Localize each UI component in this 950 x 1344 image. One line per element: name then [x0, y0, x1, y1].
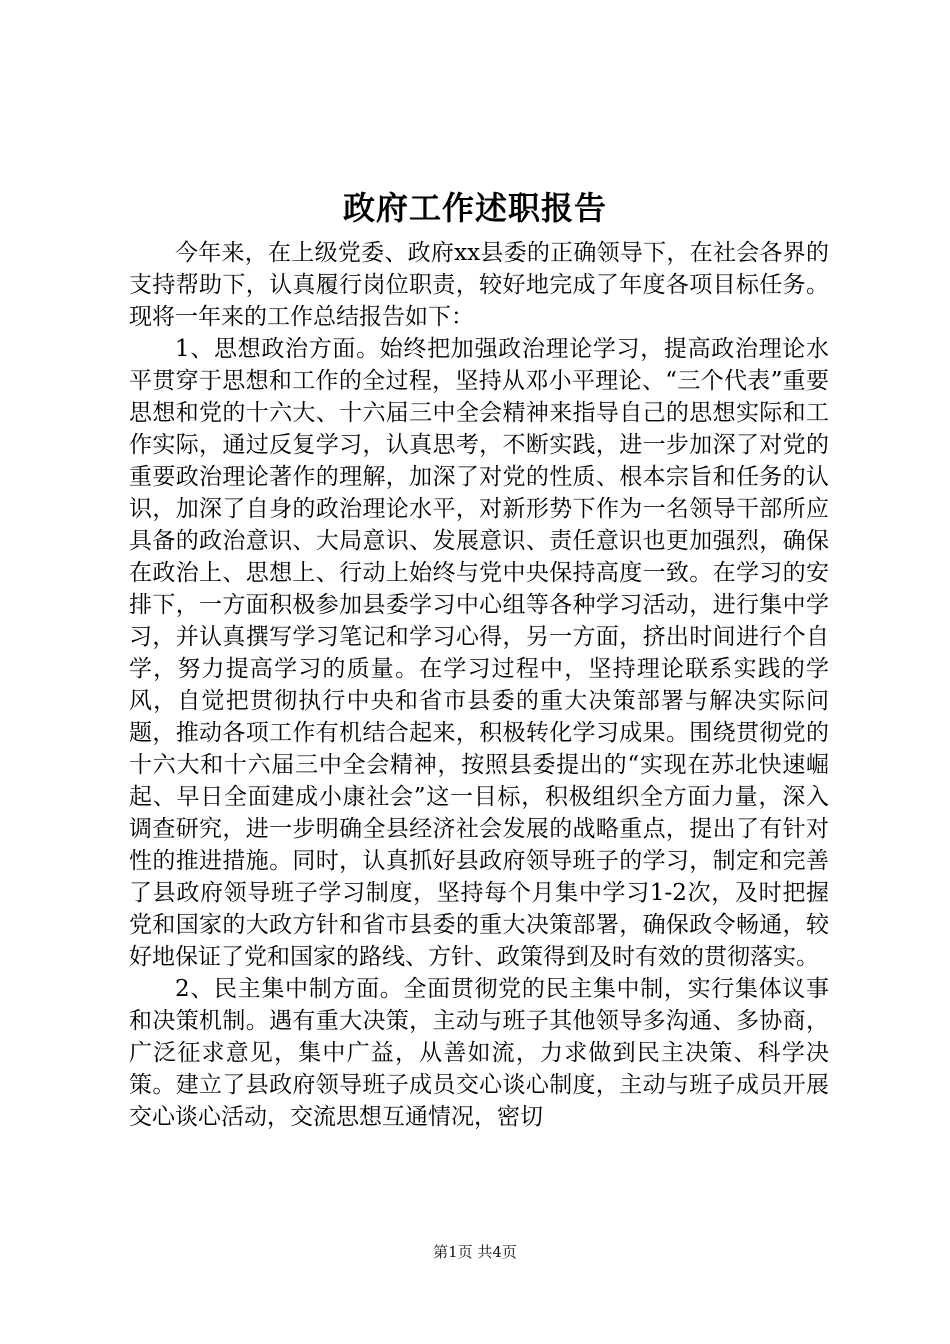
- page-number: 第1页 共4页: [433, 1243, 517, 1261]
- document-title: 政府工作述职报告: [342, 189, 607, 227]
- paragraph-intro: 今年来，在上级党委、政府xx县委的正确领导下，在社会各界的支持帮助下，认真履行岗位职责，较好地完成了年度各项目标任务。现将一年来的工作总结报告如下：: [129, 240, 829, 330]
- document-body: [129, 237, 829, 1133]
- paragraph-ideology: 1、思想政治方面。始终把加强政治理论学习，提高政治理论水平贯穿于思想和工作的全过程，坚持从邓小平理论、“三个代表”重要思想和党的十六大、十六届三中全会精神来指导自己的思想实际和工作实际，通过反复学习，认真思考，不断实践，进一步加深了对党的重要政治理论著作的理解，加深了对党的性质、根本宗旨和任务的认识，加深了自身的政治理论水平，对新形势下作为一名领导干部所应具备的政治意识、大局意识、发展意识、责任意识也更加强烈，确保在政治上、思想上、行动上始终与党中央保持高度一致。在学习的安排下，一方面积极参加县委学习中心组等各种学习活动，进行集中学习，并认真撰写学习笔记和学习心得，另一方面，挤出时间进行个自学，努力提高学习的质量。在学习过程中，坚持理论联系实践的学风，自觉把贯彻执行中央和省市县委的重大决策部署与解决实际问题，推动各项工作有机结合起来，积极转化学习成果。围绕贯彻党的十六大和十六届三中全会精神，按照县委提出的“实现在苏北快速崛起、早日全面建成小康社会”这一目标，积极组织全方面力量，深入调查研究，进一步明确全县经济社会发展的战略重点，提出了有针对性的推进措施。同时，认真抓好县政府领导班子的学习，制定和完善了县政府领导班子学习制度，坚持每个月集中学习1-2次，及时把握党和国家的大政方针和省市县委的重大决策部署，确保政令畅通，较好地保证了党和国家的路线、方针、政策得到及时有效的贯彻落实。: [129, 336, 829, 970]
- paragraph-democratic-centralism: 2、民主集中制方面。全面贯彻党的民主集中制，实行集体议事和决策机制。遇有重大决策，主动与班子其他领导多沟通、多协商，广泛征求意见，集中广益，从善如流，力求做到民主决策、科学决策。建立了县政府领导班子成员交心谈心制度，主动与班子成员开展交心谈心活动，交流思想互通情况，密切: [129, 976, 829, 1130]
